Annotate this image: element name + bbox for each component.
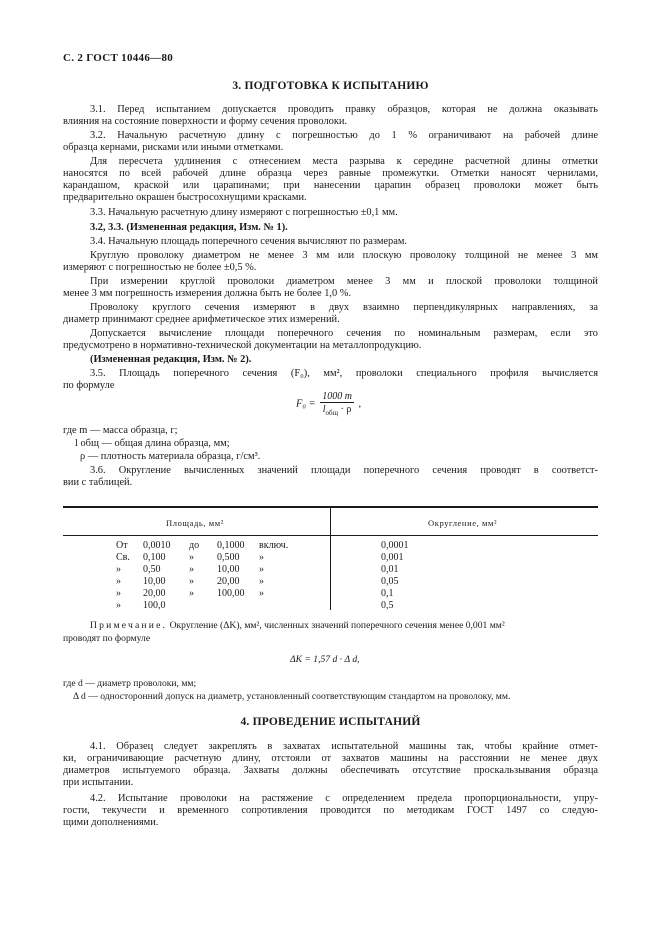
para-3-4d-line-2: диаметр принимают среднее арифметическое этих измерений.	[63, 314, 340, 325]
table-cell-e: »	[259, 588, 264, 599]
para-4-1-line-1: 4.1. Образец следует закреплять в захватах испытательной машины так, чтобы крайние отмет-	[90, 741, 598, 752]
para-3-4d-line-1: Проволоку круглого сечения измеряют в двух взаимно перпендикулярных направлениях, за	[90, 302, 598, 313]
table-cell-c: »	[189, 576, 194, 587]
table-cell-r: 0,0001	[381, 540, 409, 551]
para-3-5-line-2: по формуле	[63, 380, 115, 391]
note-line-1	[90, 620, 625, 632]
table-cell-a: »	[116, 600, 121, 611]
table-cell-d: 0,500	[217, 552, 240, 563]
table-column-divider	[330, 506, 331, 610]
table-cell-a: От	[116, 540, 128, 551]
table-cell-d: 10,00	[217, 564, 240, 575]
table-col1-header: Площадь, мм²	[166, 518, 224, 528]
formula-tail: ,	[358, 398, 362, 410]
table-cell-b: 100,0	[143, 600, 166, 611]
table-cell-r: 0,5	[381, 600, 394, 611]
table-cell-c: до	[189, 540, 200, 551]
formula-denominator: $l_{общ} \cdot \rho$	[322, 404, 352, 417]
para-3-4b-line-2: измеряют с погрешностью не более ±0,5 %.	[63, 262, 257, 273]
note-line-2: проводят по формуле	[63, 633, 151, 644]
note-formula: ΔK = 1,57 d · Δ d,	[290, 654, 360, 665]
para-3-3: 3.3. Начальную расчетную длину измеряют с погрешностью ±0,1 мм.	[90, 207, 398, 218]
section-4-title: 4. ПРОВЕДЕНИЕ ИСПЫТАНИЙ	[240, 716, 421, 728]
para-3-2b-line-2: наносятся по всей рабочей длине образца через равные промежутки. Отметки наносят чернилами,	[63, 168, 598, 179]
table-cell-b: 0,0010	[143, 540, 171, 551]
table-cell-c: »	[189, 552, 194, 563]
para-4-2-line-2: гости, текучести и временного сопротивления проводится по методикам ГОСТ 1497 со следую-	[63, 805, 598, 816]
table-cell-d: 100,00	[217, 588, 245, 599]
para-3-2-line-2: образца кернами, рисками или иными отметками.	[63, 142, 284, 153]
edition-note: 3.2, 3.3. (Измененная редакция, Изм. № 1).	[90, 222, 288, 233]
table-cell-a: »	[116, 576, 121, 587]
formula-numerator: 1000 m	[322, 391, 352, 402]
table-cell-r: 0,05	[381, 576, 399, 587]
table-cell-a: »	[116, 564, 121, 575]
area-formula	[296, 391, 361, 417]
para-4-2-line-3: щими дополнениями.	[63, 817, 159, 828]
table-cell-a: »	[116, 588, 121, 599]
note-label: Примечание.	[90, 620, 168, 631]
section-3-title: 3. ПОДГОТОВКА К ИСПЫТАНИЮ	[232, 80, 429, 92]
para-3-4e-line-2: предусмотрено в нормативно-технической документации на металлопродукцию.	[63, 340, 422, 351]
table-cell-d: 20,00	[217, 576, 240, 587]
para-3-6-line-2: вии с таблицей.	[63, 477, 133, 488]
formula-lhs: F₀ =	[296, 398, 316, 410]
table-header-rule	[63, 535, 598, 536]
table-cell-r: 0,1	[381, 588, 394, 599]
table-col2-header: Округление, мм²	[428, 518, 498, 528]
table-cell-e: »	[259, 564, 264, 575]
table-cell-b: 0,100	[143, 552, 166, 563]
table-cell-d: 0,1000	[217, 540, 245, 551]
para-4-2-line-1: 4.2. Испытание проволоки на растяжение с определением предела пропорциональности, упру-	[90, 793, 598, 804]
page-header: С. 2 ГОСТ 10446—80	[63, 52, 174, 64]
para-3-2b-line-4: предварительно окрашен быстросохнущими красками.	[63, 192, 307, 203]
para-3-1-line-1: 3.1. Перед испытанием допускается проводить правку образцов, которая не должна оказывать	[90, 104, 598, 115]
table-cell-c: »	[189, 564, 194, 575]
note-text-1: Округление (ΔK), мм², численных значений поперечного сечения менее 0,001 мм²	[169, 620, 505, 631]
para-3-4c-line-1: При измерении круглой проволоки диаметром менее 3 мм и плоской проволоки толщиной	[90, 276, 598, 287]
where-line-1: где m — масса образца, г;	[63, 425, 178, 436]
table-cell-e: »	[259, 552, 264, 563]
para-3-4: 3.4. Начальную площадь поперечного сечения вычисляют по размерам.	[90, 236, 408, 247]
para-3-2-line-1: 3.2. Начальную расчетную длину с погрешностью до 1 % ограничивают на рабочей длине	[90, 130, 598, 141]
note-def-1: где d — диаметр проволоки, мм;	[63, 678, 197, 689]
table-cell-b: 10,00	[143, 576, 166, 587]
table-cell-a: Св.	[116, 552, 130, 563]
formula-fraction	[320, 391, 354, 417]
para-3-3-edition	[90, 222, 598, 234]
where-line-2: l общ — общая длина образца, мм;	[75, 438, 230, 449]
table-cell-r: 0,01	[381, 564, 399, 575]
table-cell-e: включ.	[259, 540, 289, 551]
para-3-2b-line-1: Для пересчета удлинения с отнесением места разрыва к середине расчетной длины отметки	[90, 156, 598, 167]
table-cell-c: »	[189, 588, 194, 599]
table-cell-r: 0,001	[381, 552, 404, 563]
para-3-4e-line-1: Допускается вычисление площади поперечного сечения по номинальным размерам, если это	[90, 328, 598, 339]
para-3-6-line-1: 3.6. Округление вычисленных значений площади поперечного сечения проводят в соответст-	[90, 465, 598, 476]
para-3-2b-line-3: карандашом, краской или царапинами; при нанесении царапин образец проволоки может быть	[63, 180, 598, 191]
table-cell-e: »	[259, 576, 264, 587]
table-cell-b: 20,00	[143, 588, 166, 599]
para-3-4-edition: (Измененная редакция, Изм. № 2).	[90, 354, 252, 365]
para-3-4c-line-2: менее 3 мм погрешность измерения должна быть не более 1,0 %.	[63, 288, 352, 299]
para-4-1-line-4: при испытании.	[63, 777, 134, 788]
para-3-4b-line-1: Круглую проволоку диаметром не менее 3 мм или плоскую проволоку толщиной не менее 3 мм	[90, 250, 598, 261]
para-3-5-line-1: 3.5. Площадь поперечного сечения (F₀), мм², проволоки специального профиля вычисляется	[90, 368, 598, 379]
para-3-1-line-2: влияния на состояние поверхности и форму сечения проволоки.	[63, 116, 348, 127]
table-cell-b: 0,50	[143, 564, 161, 575]
note-def-2: Δ d — односторонний допуск на диаметр, установленный соответствующим стандартом на проволоку, мм.	[73, 691, 511, 702]
where-line-3: ρ — плотность материала образца, г/см³.	[80, 451, 261, 462]
para-4-1-line-3: диаметров испытуемого образца. Захваты должны обеспечивать отсутствие проскальзывания образца	[63, 765, 598, 776]
para-4-1-line-2: ки, ограничивающие расчетную длину, отстояли от захватов машины на расстоянии не менее двух	[63, 753, 598, 764]
